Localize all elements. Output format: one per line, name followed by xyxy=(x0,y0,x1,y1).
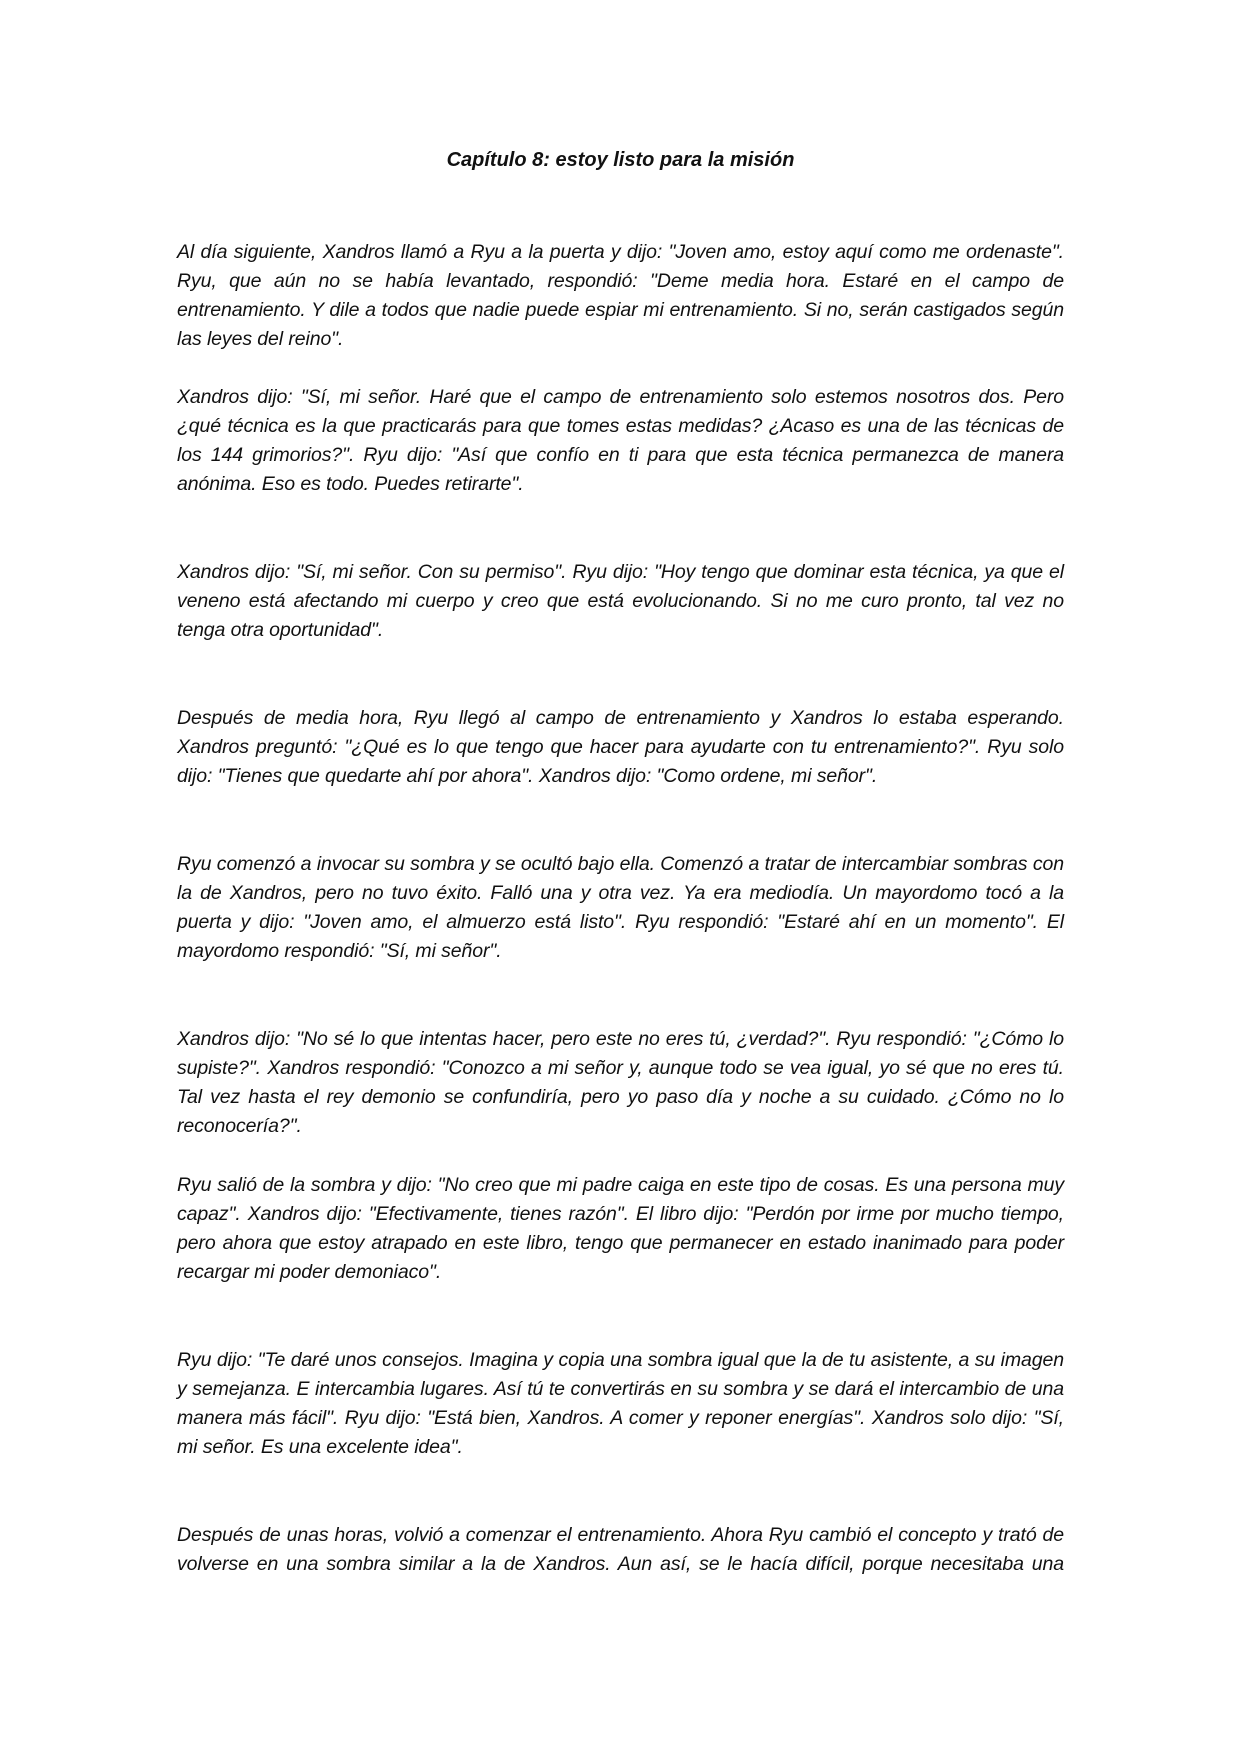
paragraph-4: Después de media hora, Ryu llegó al campo de entrenamiento y Xandros lo estaba esperando. Xandros preguntó: "¿Qué es lo que tengo que hacer para ayudarte con tu entrenamiento?". Ryu solo dijo: "Tienes que quedarte ahí por ahora". Xandros dijo: "Como ordene, mi señor". xyxy=(177,707,1064,787)
paragraph-7: Ryu salió de la sombra y dijo: "No creo que mi padre caiga en este tipo de cosas. Es una persona muy capaz". Xandros dijo: "Efectivamente, tienes razón". El libro dijo: "Perdón por irme por mucho tiempo, pero ahora que estoy atrapado en este libro, tengo que permanecer en estado inanimado para poder recargar mi poder demoniaco". xyxy=(177,1174,1064,1283)
paragraph-6: Xandros dijo: "No sé lo que intentas hacer, pero este no eres tú, ¿verdad?". Ryu respondió: "¿Cómo lo supiste?". Xandros respondió: "Conozco a mi señor y, aunque todo se vea igual, yo sé que no eres tú. Tal vez hasta el rey demonio se confundiría, pero yo paso día y noche a su cuidado. ¿Cómo no lo reconocería?". xyxy=(177,1028,1064,1137)
paragraph-8: Ryu dijo: "Te daré unos consejos. Imagina y copia una sombra igual que la de tu asistente, a su imagen y semejanza. E intercambia lugares. Así tú te convertirás en su sombra y se dará el intercambio de una manera más fácil". Ryu dijo: "Está bien, Xandros. A comer y reponer energías". Xandros solo dijo: "Sí, mi señor. Es una excelente idea". xyxy=(177,1349,1064,1458)
paragraph-5: Ryu comenzó a invocar su sombra y se ocultó bajo ella. Comenzó a tratar de intercambiar sombras con la de Xandros, pero no tuvo éxito. Falló una y otra vez. Ya era mediodía. Un mayordomo tocó a la puerta y dijo: "Joven amo, el almuerzo está listo". Ryu respondió: "Estaré ahí en un momento". El mayordomo respondió: "Sí, mi señor". xyxy=(177,853,1064,962)
chapter-title: Capítulo 8: estoy listo para la misión xyxy=(446,149,795,171)
paragraph-3: Xandros dijo: "Sí, mi señor. Con su permiso". Ryu dijo: "Hoy tengo que dominar esta técnica, ya que el veneno está afectando mi cuerpo y creo que está evolucionando. Si no me curo pronto, tal vez no tenga otra oportunidad". xyxy=(177,561,1064,641)
paragraph-1: Al día siguiente, Xandros llamó a Ryu a la puerta y dijo: "Joven amo, estoy aquí como me ordenaste". Ryu, que aún no se había levantado, respondió: "Deme media hora. Estaré en el campo de entrenamiento. Y dile a todos que nadie puede espiar mi entrenamiento. Si no, serán castigados según las leyes del reino". xyxy=(177,241,1064,350)
paragraph-9: Después de unas horas, volvió a comenzar el entrenamiento. Ahora Ryu cambió el concepto y trató de volverse en una sombra similar a la de Xandros. Aun así, se le hacía difícil, porque necesitaba una xyxy=(177,1524,1064,1575)
paragraph-2: Xandros dijo: "Sí, mi señor. Haré que el campo de entrenamiento solo estemos nosotros dos. Pero ¿qué técnica es la que practicarás para que tomes estas medidas? ¿Acaso es una de las técnicas de los 144 grimorios?". Ryu dijo: "Así que confío en ti para que esta técnica permanezca de manera anónima. Eso es todo. Puedes retirarte". xyxy=(177,386,1064,495)
